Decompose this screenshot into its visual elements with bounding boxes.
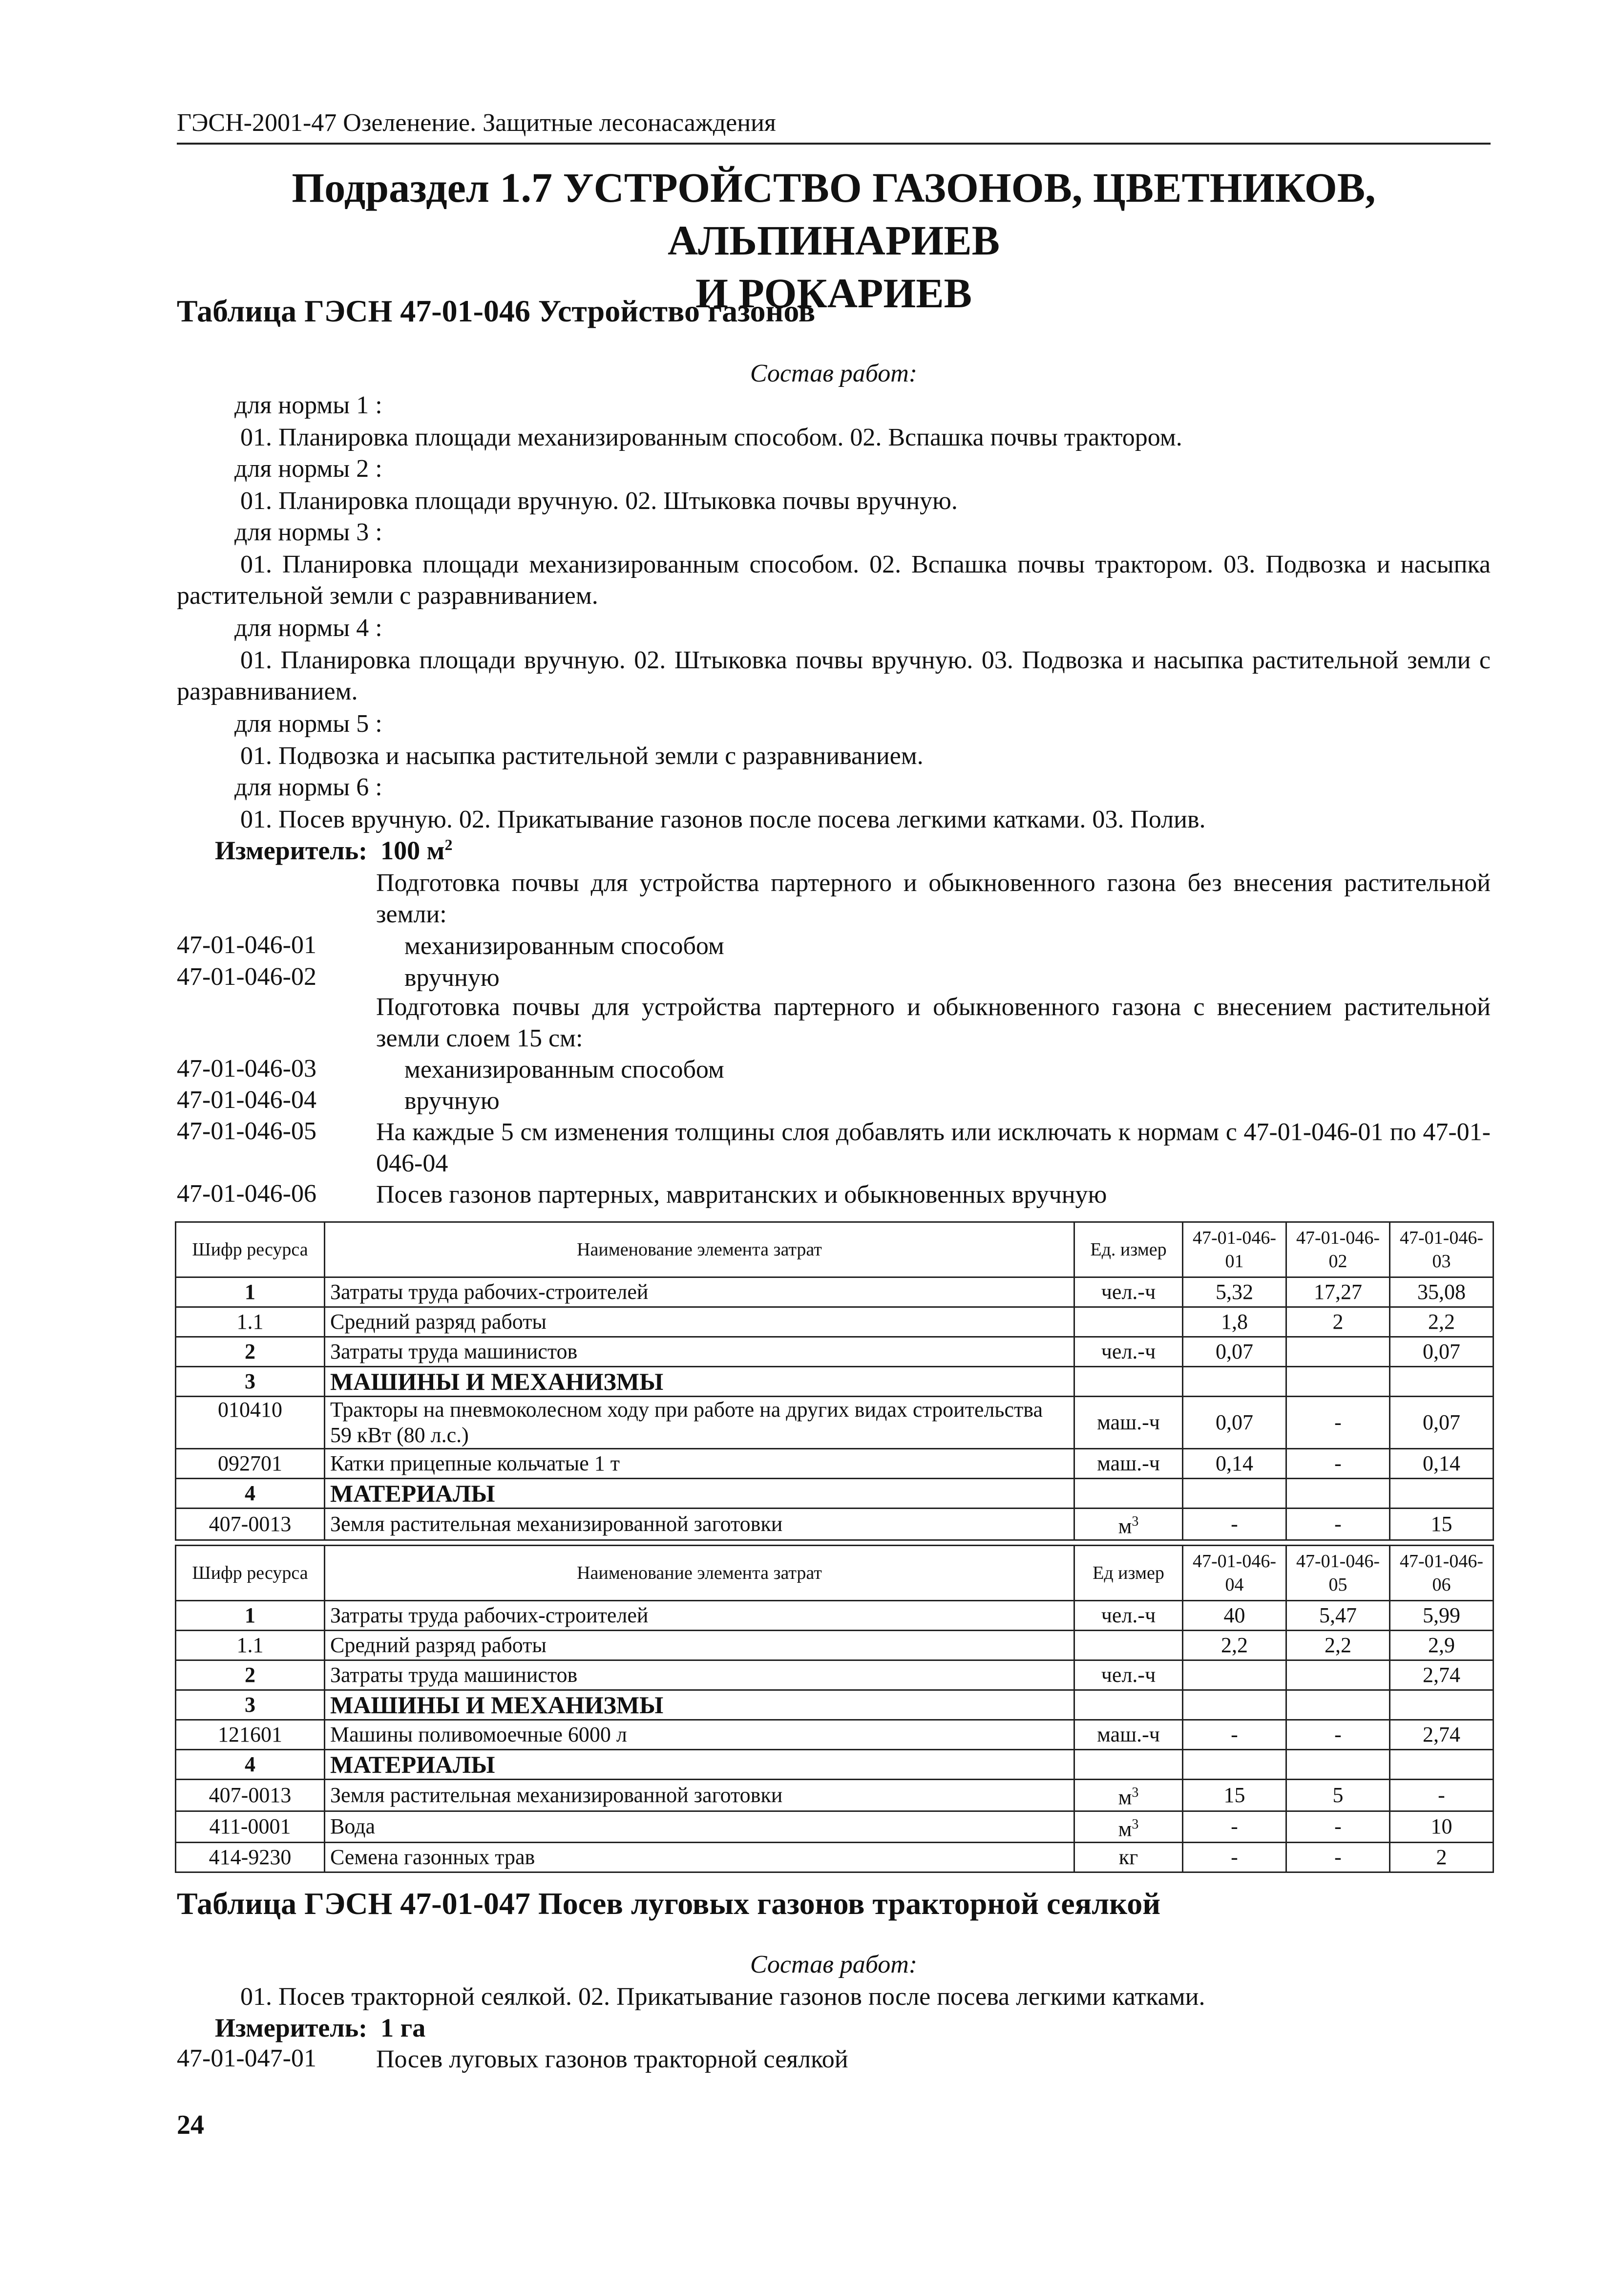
cell-v2 [1286, 1337, 1390, 1367]
cell-v1: - [1183, 1811, 1286, 1843]
cell-v3: 10 [1390, 1811, 1494, 1843]
table-row [176, 1367, 1494, 1397]
cell-v1: - [1183, 1720, 1286, 1750]
cell-name: Земля растительная механизированной заготовки [325, 1509, 1074, 1540]
table-row [176, 1843, 1494, 1872]
cell-unit [1074, 1307, 1183, 1337]
cell-code: 3 [176, 1690, 325, 1720]
cell-code: 3 [176, 1367, 325, 1397]
item-code: 47-01-046-06 [177, 1180, 316, 1208]
cell-v1: 0,14 [1183, 1449, 1286, 1479]
header-col-3: 47-01-046-06 [1390, 1546, 1494, 1601]
norm-2-label: для нормы 2 : [234, 455, 382, 483]
cell-name: Вода [325, 1811, 1074, 1843]
cell-v2: - [1286, 1449, 1390, 1479]
cell-name: Машины поливомоечные 6000 л [325, 1720, 1074, 1750]
cell-name: Средний разряд работы [325, 1631, 1074, 1660]
cell-unit [1074, 1479, 1183, 1509]
cell-code: 407-0013 [176, 1780, 325, 1811]
table-row [176, 1720, 1494, 1750]
header-name: Наименование элемента затрат [325, 1546, 1074, 1601]
cell-code: 010410 [176, 1397, 325, 1449]
cell-v3: 0,07 [1390, 1397, 1494, 1449]
table-row [176, 1690, 1494, 1720]
cell-unit [1074, 1690, 1183, 1720]
unit-text: м [1118, 1514, 1132, 1538]
cell-name: Тракторы на пневмоколесном ходу при работе на других видах строительства 59 кВт (80 л.с.) [325, 1397, 1074, 1449]
cell-v2 [1286, 1660, 1390, 1690]
cell-v2 [1286, 1479, 1390, 1509]
cell-name: МАШИНЫ И МЕХАНИЗМЫ [325, 1690, 1074, 1720]
item-code: 47-01-046-03 [177, 1055, 316, 1083]
header-unit: Ед измер [1074, 1546, 1183, 1601]
cell-unit: маш.-ч [1074, 1720, 1183, 1750]
unit-text: м [1118, 1785, 1132, 1809]
norm-4-label: для нормы 4 : [234, 614, 382, 642]
norm-5-label: для нормы 5 : [234, 710, 382, 738]
page-number: 24 [177, 2110, 204, 2140]
cell-code: 411-0001 [176, 1811, 325, 1843]
cell-v3: 5,99 [1390, 1601, 1494, 1631]
composition-label-046: Состав работ: [750, 360, 918, 387]
cell-v1: 2,2 [1183, 1631, 1286, 1660]
cell-unit [1074, 1367, 1183, 1397]
table-row [176, 1601, 1494, 1631]
cell-unit: кг [1074, 1843, 1183, 1872]
norm-5-text: 01. Подвозка и насыпка растительной земли с разравниванием. [240, 742, 924, 770]
item-code: 47-01-046-04 [177, 1086, 316, 1114]
item-text: механизированным способом [404, 1056, 724, 1084]
cell-code: 1.1 [176, 1631, 325, 1660]
norm-6-label: для нормы 6 : [234, 773, 382, 801]
measure-sup: 2 [444, 836, 453, 853]
cell-v2: - [1286, 1509, 1390, 1540]
unit-sup: 3 [1132, 1816, 1139, 1832]
resource-table-1 [175, 1221, 1494, 1541]
work-047: 01. Посев тракторной сеялкой. 02. Прикатывание газонов после посева легкими катками. [240, 1983, 1205, 2011]
table-row [176, 1397, 1494, 1449]
norm-6-text: 01. Посев вручную. 02. Прикатывание газонов после посева легкими катками. 03. Полив. [240, 806, 1206, 833]
cell-v2: - [1286, 1720, 1390, 1750]
subsection-title-line-1: Подраздел 1.7 УСТРОЙСТВО ГАЗОНОВ, ЦВЕТНИКОВ, АЛЬПИНАРИЕВ [292, 164, 1376, 264]
cell-name: Катки прицепные кольчатые 1 т [325, 1449, 1074, 1479]
header-rule [177, 143, 1491, 145]
cell-v3 [1390, 1367, 1494, 1397]
item-code: 47-01-046-05 [177, 1117, 316, 1145]
cell-unit: чел.-ч [1074, 1660, 1183, 1690]
norm-1-label: для нормы 1 : [234, 391, 382, 419]
cell-name: МАШИНЫ И МЕХАНИЗМЫ [325, 1367, 1074, 1397]
cell-v2: 2 [1286, 1307, 1390, 1337]
cell-name: Семена газонных трав [325, 1843, 1074, 1872]
cell-name: Затраты труда машинистов [325, 1337, 1074, 1367]
header-code: Шифр ресурса [176, 1222, 325, 1277]
cell-unit [1074, 1631, 1183, 1660]
cell-unit [1074, 1509, 1183, 1540]
cell-name: МАТЕРИАЛЫ [325, 1479, 1074, 1509]
cell-v1: 40 [1183, 1601, 1286, 1631]
cell-v3: 0,14 [1390, 1449, 1494, 1479]
cell-unit [1074, 1750, 1183, 1780]
cell-code: 1.1 [176, 1307, 325, 1337]
cell-v3: 0,07 [1390, 1337, 1494, 1367]
cell-code: 092701 [176, 1449, 325, 1479]
cell-v1: - [1183, 1509, 1286, 1540]
table-header-row [176, 1222, 1494, 1277]
header-col-1: 47-01-046-04 [1183, 1546, 1286, 1601]
cell-v2 [1286, 1750, 1390, 1780]
cell-v3: 2 [1390, 1843, 1494, 1872]
norm-1-text: 01. Планировка площади механизированным способом. 02. Вспашка почвы трактором. [240, 424, 1182, 451]
norm-4-text: 01. Планировка площади вручную. 02. Штыковка почвы вручную. 03. Подвозка и насыпка растительной земли с разравниванием. [177, 646, 1491, 705]
unit-sup: 3 [1132, 1785, 1139, 1800]
unit-text: м [1118, 1817, 1132, 1841]
cell-name: МАТЕРИАЛЫ [325, 1750, 1074, 1780]
subsection-title-line-2: И РОКАРИЕВ [695, 270, 972, 317]
cell-code: 1 [176, 1601, 325, 1631]
table-row [176, 1631, 1494, 1660]
cell-unit [1074, 1780, 1183, 1811]
resource-table-2 [175, 1545, 1494, 1873]
cell-v3: 35,08 [1390, 1277, 1494, 1307]
cell-v3 [1390, 1750, 1494, 1780]
cell-v1 [1183, 1690, 1286, 1720]
cell-code: 4 [176, 1750, 325, 1780]
cell-code: 414-9230 [176, 1843, 325, 1872]
table-row [176, 1449, 1494, 1479]
cell-v2: - [1286, 1843, 1390, 1872]
header-col-1: 47-01-046-01 [1183, 1222, 1286, 1277]
header-col-2: 47-01-046-05 [1286, 1546, 1390, 1601]
table-row [176, 1479, 1494, 1509]
cell-unit [1074, 1811, 1183, 1843]
intro-2: Подготовка почвы для устройства партерного и обыкновенного газона с внесением растительной земли слоем 15 см: [376, 993, 1491, 1052]
cell-v1 [1183, 1479, 1286, 1509]
measure-047 [215, 2013, 425, 2043]
measure-value: 100 м [380, 836, 445, 865]
cell-v2: 17,27 [1286, 1277, 1390, 1307]
composition-label-047: Состав работ: [750, 1951, 918, 1978]
norm-2-text: 01. Планировка площади вручную. 02. Штыковка почвы вручную. [240, 487, 958, 515]
cell-v2 [1286, 1367, 1390, 1397]
measure-label: Измеритель: [215, 836, 368, 865]
cell-code: 1 [176, 1277, 325, 1307]
cell-v3: 15 [1390, 1509, 1494, 1540]
cell-code: 2 [176, 1660, 325, 1690]
intro-1: Подготовка почвы для устройства партерного и обыкновенного газона без внесения растительной земли: [376, 869, 1491, 928]
cell-v2 [1286, 1690, 1390, 1720]
table-row [176, 1277, 1494, 1307]
cell-code: 2 [176, 1337, 325, 1367]
cell-code: 4 [176, 1479, 325, 1509]
table-047-title: Таблица ГЭСН 47-01-047 Посев луговых газонов тракторной сеялкой [177, 1886, 1161, 1921]
unit-sup: 3 [1132, 1514, 1139, 1529]
table-row [176, 1750, 1494, 1780]
item-text: Посев газонов партерных, мавританских и обыкновенных вручную [376, 1181, 1107, 1209]
cell-v3: 2,9 [1390, 1631, 1494, 1660]
table-row [176, 1660, 1494, 1690]
header-col-3: 47-01-046-03 [1390, 1222, 1494, 1277]
item-text: На каждые 5 см изменения толщины слоя добавлять или исключать к нормам с 47-01-046-01 по 47-01-046-04 [376, 1118, 1491, 1177]
table-row [176, 1307, 1494, 1337]
cell-v3: 2,74 [1390, 1720, 1494, 1750]
table-row [176, 1780, 1494, 1811]
cell-v1 [1183, 1367, 1286, 1397]
table-row [176, 1509, 1494, 1540]
cell-unit: чел.-ч [1074, 1277, 1183, 1307]
item-text: механизированным способом [404, 932, 724, 960]
cell-unit: маш.-ч [1074, 1397, 1183, 1449]
table-row [176, 1337, 1494, 1367]
cell-name: Средний разряд работы [325, 1307, 1074, 1337]
cell-v1: 1,8 [1183, 1307, 1286, 1337]
cell-v1: 0,07 [1183, 1337, 1286, 1367]
item-text: Посев луговых газонов тракторной сеялкой [376, 2045, 848, 2073]
measure-046 [215, 835, 452, 866]
cell-v1: 0,07 [1183, 1397, 1286, 1449]
cell-v1 [1183, 1750, 1286, 1780]
cell-unit: чел.-ч [1074, 1601, 1183, 1631]
cell-v1: 15 [1183, 1780, 1286, 1811]
header-code: Шифр ресурса [176, 1546, 325, 1601]
running-header: ГЭСН-2001-47 Озеленение. Защитные лесонасаждения [177, 109, 776, 137]
cell-v1: 5,32 [1183, 1277, 1286, 1307]
table-046-title: Таблица ГЭСН 47-01-046 Устройство газонов [177, 294, 816, 328]
cell-v2: - [1286, 1397, 1390, 1449]
cell-v1 [1183, 1660, 1286, 1690]
measure-label: Измеритель: [215, 2013, 368, 2042]
item-code: 47-01-046-02 [177, 963, 316, 991]
cell-v3 [1390, 1690, 1494, 1720]
cell-v3 [1390, 1479, 1494, 1509]
cell-v2: 5 [1286, 1780, 1390, 1811]
item-code: 47-01-046-01 [177, 931, 316, 959]
item-text: вручную [404, 1087, 500, 1115]
cell-v2: 5,47 [1286, 1601, 1390, 1631]
item-code: 47-01-047-01 [177, 2044, 316, 2072]
cell-v1: - [1183, 1843, 1286, 1872]
header-unit: Ед. измер [1074, 1222, 1183, 1277]
header-col-2: 47-01-046-02 [1286, 1222, 1390, 1277]
cell-unit: чел.-ч [1074, 1337, 1183, 1367]
cell-name: Затраты труда рабочих-строителей [325, 1277, 1074, 1307]
header-name: Наименование элемента затрат [325, 1222, 1074, 1277]
cell-v3: 2,2 [1390, 1307, 1494, 1337]
norm-3-label: для нормы 3 : [234, 518, 382, 546]
cell-v3: - [1390, 1780, 1494, 1811]
table-row [176, 1811, 1494, 1843]
table-header-row [176, 1546, 1494, 1601]
cell-v2: - [1286, 1811, 1390, 1843]
norm-3-text: 01. Планировка площади механизированным способом. 02. Вспашка почвы трактором. 03. Подвозка и насыпка растительной земли с разравниванием. [177, 551, 1491, 610]
cell-v3: 2,74 [1390, 1660, 1494, 1690]
cell-name: Земля растительная механизированной заготовки [325, 1780, 1074, 1811]
cell-v2: 2,2 [1286, 1631, 1390, 1660]
cell-code: 121601 [176, 1720, 325, 1750]
cell-code: 407-0013 [176, 1509, 325, 1540]
cell-name: Затраты труда машинистов [325, 1660, 1074, 1690]
cell-name: Затраты труда рабочих-строителей [325, 1601, 1074, 1631]
measure-value: 1 га [380, 2013, 426, 2042]
item-text: вручную [404, 964, 500, 992]
cell-unit: маш.-ч [1074, 1449, 1183, 1479]
